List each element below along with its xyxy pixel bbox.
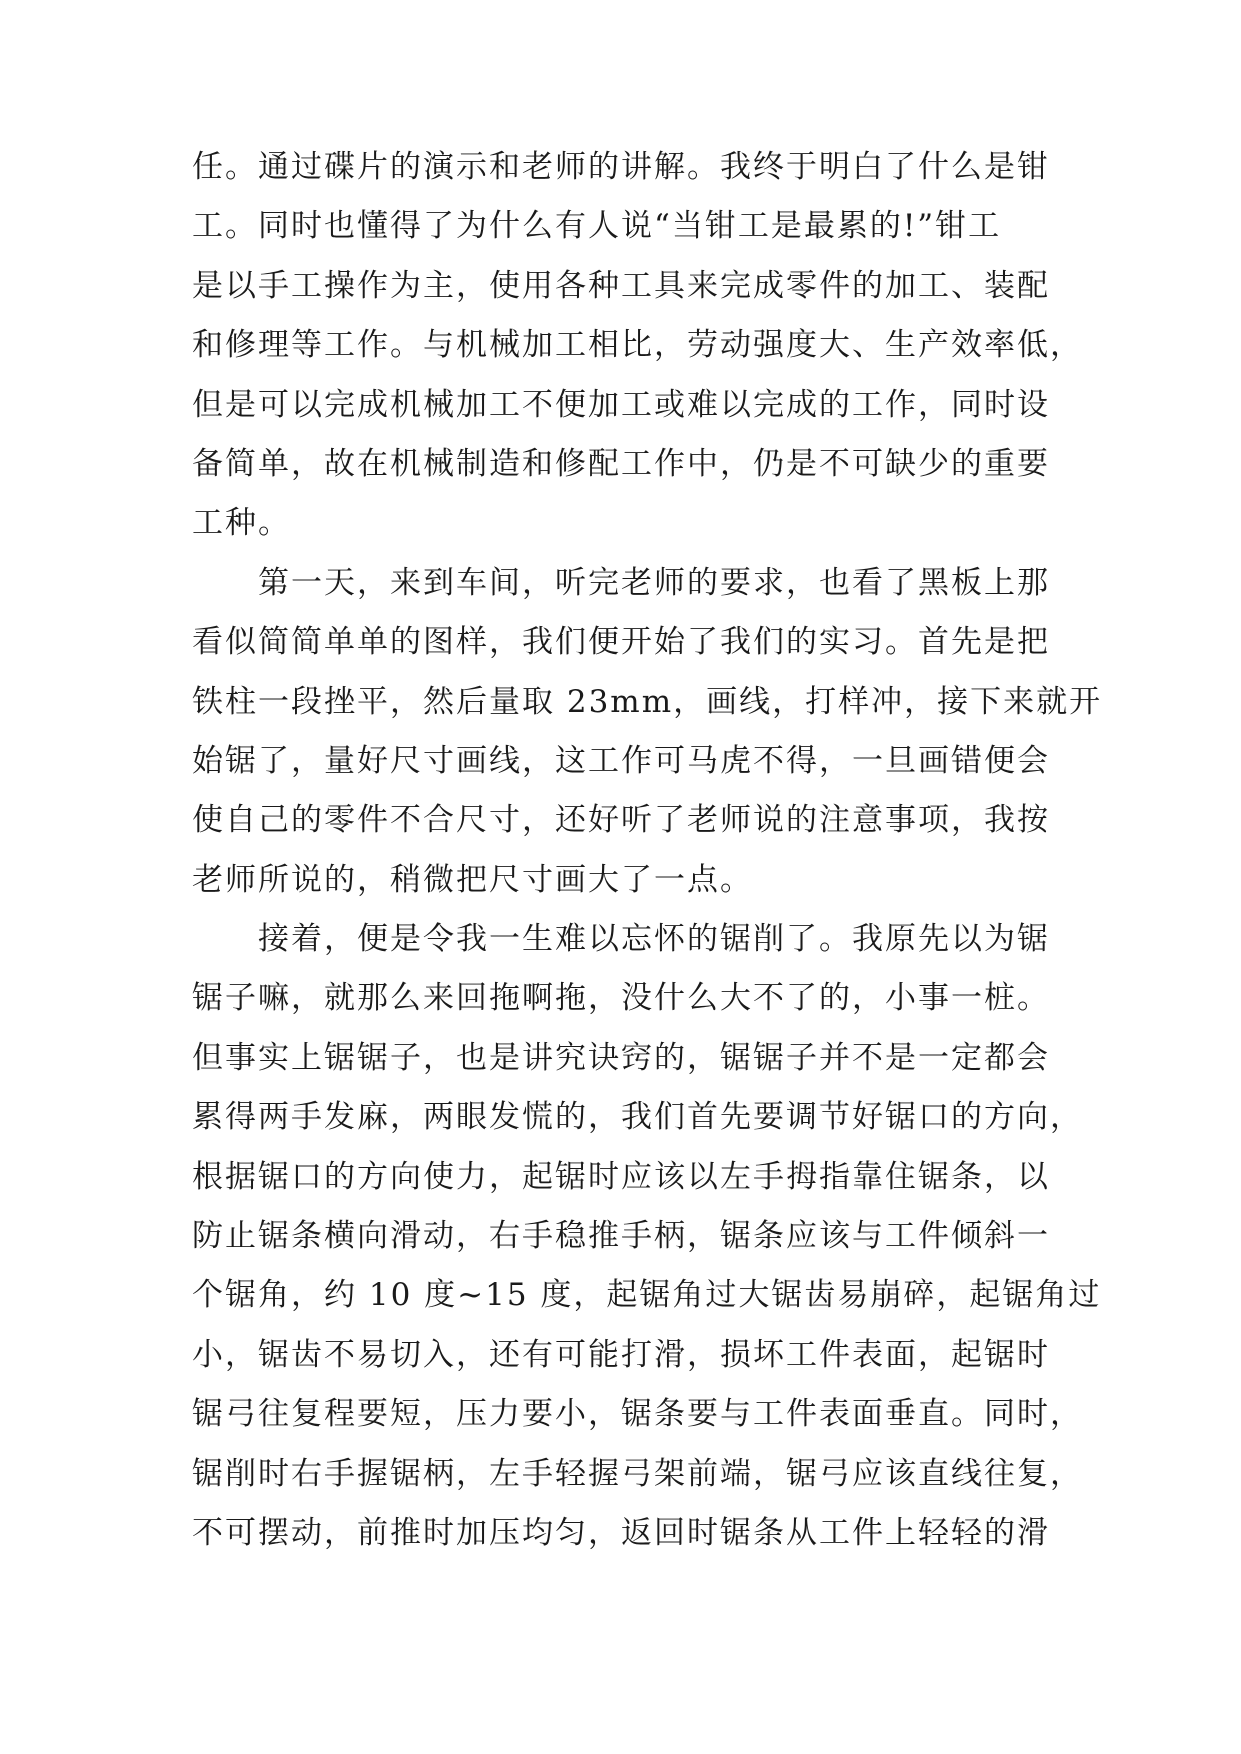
text-line: 备简单，故在机械制造和修配工作中，仍是不可缺少的重要 bbox=[192, 445, 1050, 482]
text-line: 小，锯齿不易切入，还有可能打滑，损坏工件表面，起锯时 bbox=[192, 1336, 1050, 1373]
text-line: 根据锯口的方向使力，起锯时应该以左手拇指靠住锯条，以 bbox=[192, 1158, 1050, 1195]
text-line: 第一天，来到车间，听完老师的要求，也看了黑板上那 bbox=[258, 564, 1050, 601]
text-line: 任。通过碟片的演示和老师的讲解。我终于明白了什么是钳 bbox=[192, 149, 1050, 185]
text-line: 老师所说的，稍微把尺寸画大了一点。 bbox=[192, 861, 753, 898]
text-line: 锯削时右手握锯柄，左手轻握弓架前端，锯弓应该直线往复， bbox=[192, 1455, 1083, 1492]
text-line: 铁柱一段挫平，然后量取 23mm，画线，打样冲，接下来就开 bbox=[192, 683, 1103, 720]
text-line: 防止锯条横向滑动，右手稳推手柄，锯条应该与工件倾斜一 bbox=[192, 1218, 1050, 1255]
text-line: 始锯了，量好尺寸画线，这工作可马虎不得，一旦画错便会 bbox=[192, 742, 1050, 779]
paragraph bbox=[192, 138, 1083, 554]
text-line: 看似简简单单的图样，我们便开始了我们的实习。首先是把 bbox=[192, 624, 1050, 661]
text-line: 锯弓往复程要短，压力要小，锯条要与工件表面垂直。同时， bbox=[192, 1396, 1083, 1433]
text-line: 是以手工操作为主，使用各种工具来完成零件的加工、装配 bbox=[192, 267, 1050, 304]
text-line: 工。同时也懂得了为什么有人说“当钳工是最累的!”钳工 bbox=[192, 208, 1002, 245]
text-line: 不可摆动，前推时加压均匀，返回时锯条从工件上轻轻的滑 bbox=[192, 1514, 1050, 1551]
text-line: 但是可以完成机械加工不便加工或难以完成的工作，同时设 bbox=[192, 386, 1050, 423]
text-line: 使自己的零件不合尺寸，还好听了老师说的注意事项，我按 bbox=[192, 802, 1050, 839]
text-line: 个锯角，约 10 度~15 度，起锯角过大锯齿易崩碎，起锯角过 bbox=[192, 1277, 1102, 1314]
text-line: 工种。 bbox=[192, 505, 291, 542]
text-line: 累得两手发麻，两眼发慌的，我们首先要调节好锯口的方向， bbox=[192, 1099, 1083, 1136]
text-line: 接着，便是令我一生难以忘怀的锯削了。我原先以为锯 bbox=[258, 921, 1050, 958]
paragraph bbox=[192, 554, 1103, 910]
paragraph bbox=[192, 910, 1102, 1563]
text-line: 锯子嘛，就那么来回拖啊拖，没什么大不了的，小事一桩。 bbox=[192, 980, 1050, 1017]
text-line: 和修理等工作。与机械加工相比，劳动强度大、生产效率低， bbox=[192, 327, 1083, 364]
text-line: 但事实上锯锯子，也是讲究诀窍的，锯锯子并不是一定都会 bbox=[192, 1039, 1050, 1076]
document-body bbox=[192, 138, 1103, 1563]
